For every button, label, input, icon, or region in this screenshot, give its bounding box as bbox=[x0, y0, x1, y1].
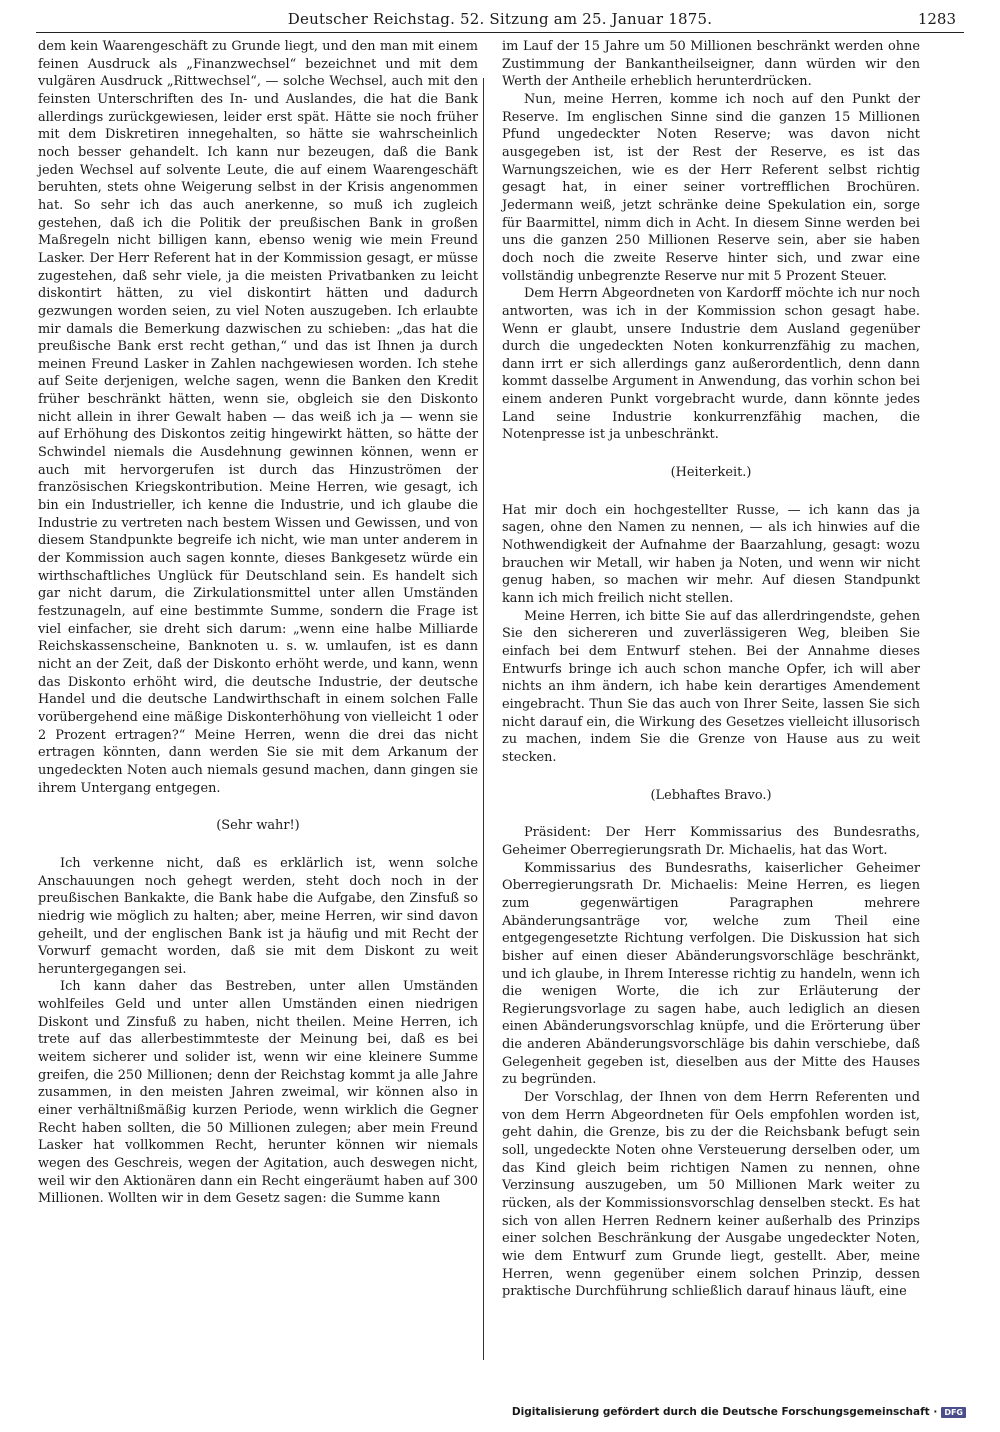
interjection: (Heiterkeit.) bbox=[670, 465, 752, 481]
paragraph: Ich kann daher das Bestreben, unter allen Umständen wohlfeiles Geld und unter allen Umständen einen niedrigen Diskont und Zinsfuß zu haben, nicht theilen. Meine Herren, ich trete auf das allerbestimmteste der Meinung bei, daß es bei weitem sicherer und solider ist, wenn wir eine kleinere Summe greifen, die 250 Millionen; denn der Reichstag kommt ja alle Jahre zusammen, in den meisten Jahren zweimal, wir können also in einer verhältnißmäßig kurzen Periode, wenn wirklich die Gegner Recht haben sollten, die 50 Millionen zulegen; aber mein Freund Lasker hat vollkommen Recht, herunter können wir niemals wegen des Geschreis, wegen der Agitation, auch deswegen nicht, weil wir den Aktionären dann ein Recht eingeräumt haben auf 300 Millionen. Wollten wir in dem Gesetz sagen: die Summe kann bbox=[38, 979, 478, 1207]
dfg-logo: DFG bbox=[941, 1407, 966, 1418]
right-column bbox=[502, 38, 920, 1301]
left-column bbox=[38, 38, 478, 1208]
digitization-credit bbox=[512, 1406, 966, 1418]
credit-text: Digitalisierung gefördert durch die Deutsche Forschungsgemeinschaft · bbox=[511, 1406, 938, 1418]
paragraph: Kommissarius des Bundesraths, kaiserlicher Geheimer Oberregierungsrath Dr. Michaelis: Meine Herren, es liegen zum gegenwärtigen Paragraphen mehrere Abänderungsanträge vor, welche zum Theil eine entgegengesetzte Richtung verfolgen. Die Diskussion hat sich bisher auf einen dieser Abänderungsvorschläge beschränkt, und ich glaube, in Ihrem Interesse richtig zu handeln, wenn ich die wenigen Worte, die ich zur Erläuterung der Regierungsvorlage zu sagen habe, auch lediglich an diesen einen Abänderungsvorschlag knüpfe, und die Erörterung über die anderen Abänderungsvorschläge bis dahin verschiebe, daß Gelegenheit gegeben ist, dieselben aus der Mitte des Hauses zu begründen. bbox=[502, 860, 920, 1088]
interjection: (Lebhaftes Bravo.) bbox=[650, 787, 772, 803]
paragraph-continued: Hat mir doch ein hochgestellter Russe, — ich kann das ja sagen, ohne den Namen zu nennen, — als ich hinwies auf die Nothwendigkeit der Aufnahme der Baarzahlung, gesagt: wozu brauchen wir Metall, wir haben ja Noten, und wenn wir nicht genug haben, so machen wir mehr. Auf diesen Standpunkt kann ich mich freilich nicht stellen. bbox=[502, 502, 920, 607]
paragraph: Ich verkenne nicht, daß es erklärlich ist, wenn solche Anschauungen noch gehegt werden, steht doch noch in der preußischen Bankakte, die Bank habe die Aufgabe, den Zinsfuß so niedrig wie möglich zu halten; aber, meine Herren, wir sind davon geheilt, und der englischen Bank ist ja häufig und mit Recht der Vorwurf gemacht worden, daß sie mit dem Diskont zu weit heruntergegangen sei. bbox=[38, 855, 478, 977]
paragraph: Dem Herrn Abgeordneten von Kardorff möchte ich nur noch antworten, was ich in der Kommission schon gesagt habe. Wenn er glaubt, unsere Industrie dem Ausland gegenüber durch die ungedeckten Noten konkurrenzfähig zu machen, dann irrt er sich allerdings ganz außerordentlich, denn dann kommt dasselbe Argument in Anwendung, das vorhin schon bei einem anderen Punkt vorgebracht wurde, dann könnte jedes Land seine Industrie konkurrenzfähig machen, die Notenpresse ist ja unbeschränkt. bbox=[502, 286, 920, 443]
page-number: 1283 bbox=[917, 10, 956, 28]
column-divider bbox=[483, 78, 484, 1360]
paragraph-continued: im Lauf der 15 Jahre um 50 Millionen beschränkt werden ohne Zustimmung der Bankantheilseigner, dann würden wir den Werth der Antheile erheblich herunterdrücken. bbox=[502, 39, 920, 90]
paragraph-continued: dem kein Waarengeschäft zu Grunde liegt, und den man mit einem feinen Ausdruck als „Finanzwechsel“ bezeichnet und mit dem vulgären Ausdruck „Rittwechsel“, — solche Wechsel, auch mit den feinsten Unterschriften des In- und Auslandes, die hat die Bank allerdings zurückgewiesen, leider erst spät. Hätte sie noch früher mit dem Diskretiren innegehalten, so hätte sie wahrscheinlich noch besser gehandelt. Ich kann nur bezeugen, daß die Bank jeden Wechsel auf solvente Leute, die auf einem Waarengeschäft beruhten, stets ohne Weigerung selbst in der Krisis angenommen hat. So sehr ich das auch anerkenne, so muß ich zugleich gestehen, daß ich die Politik der preußischen Bank in großen Maßregeln nicht billigen kann, ebenso wenig wie mein Freund Lasker. Der Herr Referent hat in der Kommission gesagt, er müsse zugestehen, daß sehr viele, ja die meisten Privatbanken zu leicht diskontirt hätten, zu viel diskontirt hätten und dadurch gezwungen worden seien, zu viel Noten auszugeben. Ich erlaubte mir damals die Bemerkung dazwischen zu schieben: „das hat die preußische Bank erst recht gethan,“ und das ist Ihnen ja durch meinen Freund Lasker in Zahlen nachgewiesen worden. Ich stehe auf Seite derjenigen, welche sagen, wenn die Banken den Kredit früher beschränkt hätten, wenn sie, obgleich sie den Diskonto nicht allein in ihrer Gewalt haben — das weiß ich ja — wenn sie auf Erhöhung des Diskontos zeitig hingewirkt hätten, so hätte der Schwindel niemals die Ausdehnung gewinnen können, wenn er auch mit hervorgerufen ist durch das Hinzuströmen der französischen Kriegskontribution. Meine Herren, wie gesagt, ich bin ein Industrieller, ich kenne die Industrie, und ich glaube die Industrie zu vertreten nach bestem Wissen und Gewissen, und von diesem Standpunkte begreife ich nicht, wie man unter anderem in der Kommission auch sagen konnte, dieses Bankgesetz würde ein wirthschaftliches Unglück für Deutschland sein. Es handelt sich gar nicht darum, die Zirkulationsmittel unter allen Umständen festzunageln, auf eine bestimmte Summe, sondern die Frage ist viel einfacher, sie dreht sich darum: „wenn eine halbe Milliarde Reichskassenscheine, Banknoten u. s. w. umlaufen, ist es dann nicht an der Zeit, daß der Diskonto erhöht werde, und kann, wenn das Diskonto erhöht wird, die deutsche Industrie, der deutsche Handel und die deutsche Landwirthschaft in einem solchen Falle vorübergehend eine mäßige Diskonterhöhung von vielleicht 1 oder 2 Prozent ertragen?“ Meine Herren, wenn die drei das nicht ertragen könnten, dann werden Sie sie mit dem Arkanum der ungedeckten Noten auch niemals gesund machen, dann gingen sie ihrem Untergang entgegen. bbox=[38, 39, 478, 796]
header-rule bbox=[36, 32, 964, 33]
running-title: Deutscher Reichstag. 52. Sitzung am 25. Januar 1875. bbox=[287, 10, 713, 28]
paragraph: Der Vorschlag, der Ihnen von dem Herrn Referenten und von dem Herrn Abgeordneten für Oels empfohlen worden ist, geht dahin, die Grenze, bis zu der die Reichsbank befugt sein soll, ungedeckte Noten ohne Versteuerung derselben oder, um das Kind gleich beim richtigen Namen zu nennen, ohne Verzinsung auszugeben, um 50 Millionen Mark weiter zu rücken, als der Kommissionsvorschlag denselben steckt. Es hat sich von allen Herren Rednern keiner außerhalb des Prinzips einer solchen Beschränkung der Ausgabe ungedeckter Noten, wie dem Entwurf zum Grunde liegt, gestellt. Aber, meine Herren, wenn gegenüber einem solchen Prinzip, dessen praktische Durchführung schließlich darauf hinaus läuft, eine bbox=[502, 1090, 920, 1300]
paragraph: Nun, meine Herren, komme ich noch auf den Punkt der Reserve. Im englischen Sinne sind die ganzen 15 Millionen Pfund ungedeckter Noten Reserve; was davon nicht ausgegeben ist, ist der Rest der Reserve, es ist das Warnungszeichen, wie es der Herr Referent selbst richtig gesagt hat, in einer seiner vortrefflichen Brochüren. Jedermann weiß, jetzt schränke deine Spekulation ein, sorge für Baarmittel, nimm dich in Acht. In diesem Sinne werden bei uns die ganzen 250 Millionen Reserve sein, aber sie haben doch noch die zweite Reserve hinter sich, und zwar eine vollständig unbegrenzte Reserve nur mit 5 Prozent Steuer. bbox=[502, 91, 920, 284]
paragraph: Meine Herren, ich bitte Sie auf das allerdringendste, gehen Sie den sichereren und zuverlässigeren Weg, bleiben Sie einfach bei dem Entwurf stehen. Bei der Annahme dieses Entwurfs bringe ich auch schon manche Opfer, ich will aber nichts an ihm ändern, ich habe kein derartiges Amendement eingebracht. Thun Sie das auch von Ihrer Seite, lassen Sie sich nicht darauf ein, die Wirkung des Gesetzes vielleicht illusorisch zu machen, indem Sie die Grenze von Hause aus zu weit stecken. bbox=[502, 608, 920, 765]
paragraph: Präsident: Der Herr Kommissarius des Bundesraths, Geheimer Oberregierungsrath Dr. Michaelis, hat das Wort. bbox=[502, 825, 920, 858]
interjection: (Sehr wahr!) bbox=[216, 818, 300, 834]
